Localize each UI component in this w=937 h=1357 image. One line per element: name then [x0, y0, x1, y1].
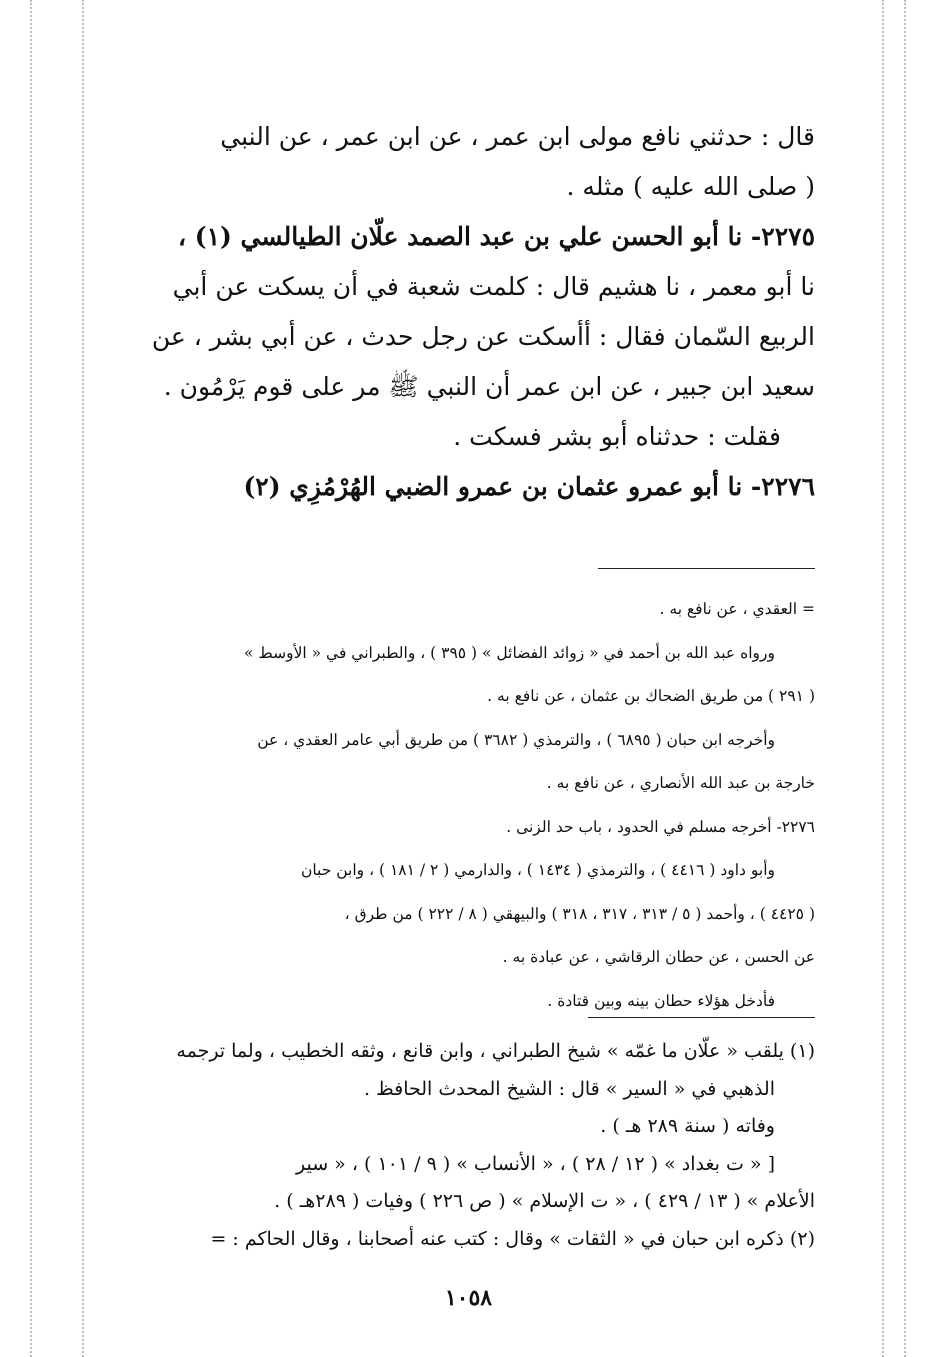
takhrij-notes: [110, 588, 815, 1023]
note-line: ٢٢٧٦- أخرجه مسلم في الحدود ، باب حد الزنى .: [506, 817, 815, 836]
hadith-2275: ٢٢٧٥- نا أبو الحسن علي بن عبد الصمد علّان الطيالسي (١) ،: [177, 222, 815, 251]
text-line: ( صلى الله عليه ) مثله .: [566, 172, 815, 201]
footnote-1: (١) يلقب « علّان ما غمّه » شيخ الطبراني ، وابن قانع ، وثقه الخطيب ، ولما ترجمه: [176, 1040, 815, 1062]
margin-guide: [882, 0, 884, 1357]
footnote-separator: [588, 1017, 815, 1018]
page-number: ١٠٥٨: [444, 1285, 493, 1311]
footnote-line: [ « ت بغداد » ( ١٢ / ٢٨ ) ، « الأنساب » ( ٩ / ١٠١ ) ، « سير: [295, 1152, 775, 1175]
note-line: فأدخل هؤلاء حطان بينه وبين قتادة .: [547, 991, 775, 1010]
note-line: ( ٢٩١ ) من طريق الضحاك بن عثمان ، عن نافع به .: [487, 687, 815, 705]
note-line: خارجة بن عبد الله الأنصاري ، عن نافع به .: [546, 774, 815, 792]
main-text: [110, 112, 815, 512]
hadith-2276: ٢٢٧٦- نا أبو عمرو عثمان بن عمرو الضبي الهُرْمُزِي (٢): [243, 472, 815, 501]
margin-guide: [82, 0, 84, 1357]
footnote-line: وفاته ( سنة ٢٨٩ هـ ) .: [600, 1115, 775, 1137]
text-line: قال : حدثني نافع مولى ابن عمر ، عن ابن عمر ، عن النبي: [220, 122, 815, 151]
footnote-line: الذهبي في « السير » قال : الشيخ المحدث الحافظ .: [364, 1077, 775, 1100]
text-line: الربيع السّمان فقال : أأسكت عن رجل حدث ، عن أبي بشر ، عن: [151, 322, 815, 351]
note-line: عن الحسن ، عن حطان الرقاشي ، عن عبادة به .: [502, 948, 815, 966]
footnote-line: الأعلام » ( ١٣ / ٤٢٩ ) ، « ت الإسلام » ( ص ٢٢٦ ) وفيات ( ٢٨٩هـ ) .: [274, 1190, 815, 1212]
text-line: نا أبو معمر ، نا هشيم قال : كلمت شعبة في أن يسكت عن أبي: [172, 272, 815, 301]
text-line: سعيد ابن جبير ، عن ابن عمر أن النبي ﷺ مر على قوم يَرْمُون .: [163, 372, 815, 401]
margin-guide: [904, 0, 906, 1357]
note-line: ورواه عبد الله بن أحمد في « زوائد الفضائل » ( ٣٩٥ ) ، والطبراني في « الأوسط »: [243, 643, 775, 662]
text-line: فقلت : حدثناه أبو بشر فسكت .: [453, 422, 781, 451]
footnotes: [110, 1033, 815, 1258]
margin-guide: [30, 0, 32, 1357]
note-line: وأبو داود ( ٤٤١٦ ) ، والترمذي ( ١٤٣٤ ) ، والدارمي ( ٢ / ١٨١ ) ، وابن حبان: [300, 861, 775, 879]
note-line: = العقدي ، عن نافع به .: [659, 600, 815, 618]
note-line: ( ٤٤٢٥ ) ، وأحمد ( ٥ / ٣١٣ ، ٣١٧ ، ٣١٨ ) والبيهقي ( ٨ / ٢٢٢ ) من طرق ،: [344, 904, 815, 923]
note-line: وأخرجه ابن حبان ( ٦٨٩٥ ) ، والترمذي ( ٣٦٨٢ ) من طريق أبي عامر العقدي ، عن: [257, 730, 775, 749]
footnote-separator: [598, 568, 815, 569]
footnote-2: (٢) ذكره ابن حبان في « الثقات » وقال : كتب عنه أصحابنا ، وقال الحاكم : =: [210, 1227, 815, 1250]
